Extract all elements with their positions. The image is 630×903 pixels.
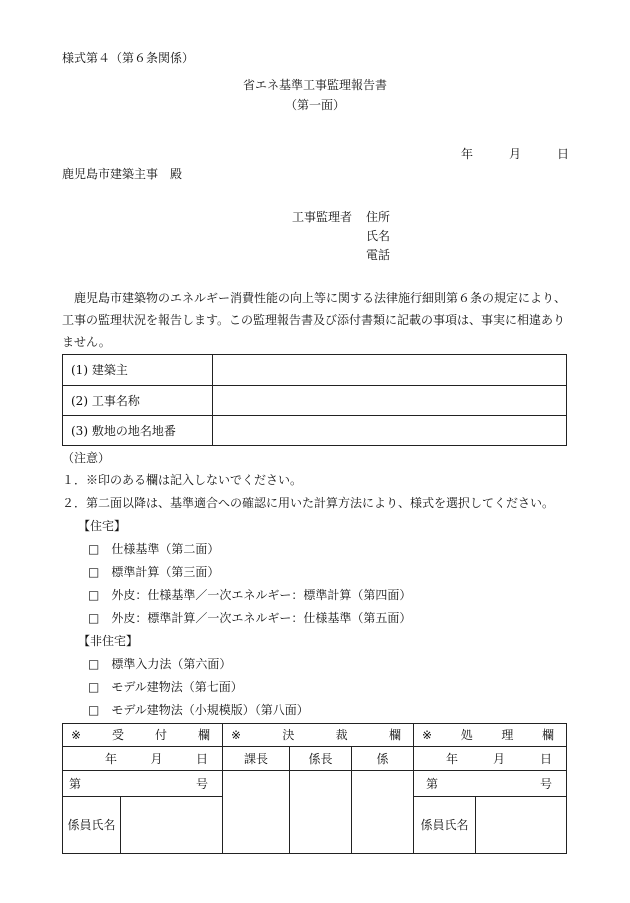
info-row — [63, 386, 567, 416]
supervisor-name-label: 氏名 — [366, 229, 391, 243]
supervisor-phone-label: 電話 — [366, 248, 391, 262]
info-row — [63, 416, 567, 446]
note-1: １．※印のある欄は記入しないでください。 — [62, 473, 303, 487]
processing-staff-name-cell — [476, 797, 567, 854]
section-chief-stamp-cell — [223, 771, 290, 854]
reception-number: 第 号 — [63, 771, 223, 797]
office-use-table — [62, 723, 567, 854]
staff-chief-header: 係長 — [290, 747, 352, 771]
supervisor-address-label: 住所 — [366, 210, 391, 224]
reception-date: 年 月 日 — [63, 747, 223, 771]
document-title: 省エネ基準工事監理報告書 — [242, 78, 387, 92]
processing-header: ※ 処 理 欄 — [414, 724, 567, 747]
residential-option-1[interactable]: □ 仕様基準（第二面） — [88, 542, 220, 556]
non-residential-heading: 【非住宅】 — [78, 634, 139, 648]
residential-option-2[interactable]: □ 標準計算（第三面） — [88, 565, 220, 579]
non-residential-option-1[interactable]: □ 標準入力法（第六面） — [88, 657, 232, 671]
staff-chief-stamp-cell — [290, 771, 352, 854]
section-chief-header: 課長 — [223, 747, 290, 771]
body-line-1: 鹿児島市建築物のエネルギー消費性能の向上等に関する法律施行細則第６条の規定により、 — [74, 291, 567, 305]
body-line-2: 工事の監理状況を報告します。この監理報告書及び添付書類に記載の事項は、事実に相違あり — [62, 313, 566, 327]
decision-header: ※ 決 裁 欄 — [223, 724, 414, 747]
processing-staff-name-label: 係員氏名 — [414, 797, 476, 854]
date-month: 月 — [509, 147, 522, 161]
info-label: (1) 建築主 — [63, 355, 213, 386]
page-label: （第一面） — [284, 98, 345, 112]
residential-option-3[interactable]: □ 外皮：仕様基準／一次エネルギー：標準計算（第四面） — [88, 588, 412, 602]
info-label: (3) 敷地の地名地番 — [63, 416, 213, 446]
residential-option-4[interactable]: □ 外皮：標準計算／一次エネルギー：仕様基準（第五面） — [88, 611, 412, 625]
note-2: ２．第二面以降は、基準適合への確認に用いた計算方法により、様式を選択してください。 — [62, 496, 555, 510]
date-day: 日 — [557, 147, 570, 161]
non-residential-option-2[interactable]: □ モデル建物法（第七面） — [88, 680, 243, 694]
body-line-3: ません。 — [62, 335, 111, 349]
info-label: (2) 工事名称 — [63, 386, 213, 416]
date-year: 年 — [461, 147, 474, 161]
residential-heading: 【住宅】 — [78, 519, 127, 533]
staff-stamp-cell — [352, 771, 414, 854]
reception-header: ※ 受 付 欄 — [63, 724, 223, 747]
reception-staff-name-label: 係員氏名 — [63, 797, 121, 854]
supervisor-label: 工事監理者 — [292, 210, 353, 224]
staff-header: 係 — [352, 747, 414, 771]
form-number: 様式第４（第６条関係） — [62, 51, 195, 65]
owner-input-cell[interactable] — [213, 355, 567, 386]
info-row — [63, 355, 567, 386]
processing-date: 年 月 日 — [414, 747, 567, 771]
site-address-input-cell[interactable] — [213, 416, 567, 446]
addressee: 鹿児島市建築主事 殿 — [62, 167, 183, 181]
processing-number: 第 号 — [414, 771, 567, 797]
non-residential-option-3[interactable]: □ モデル建物法（小規模版）（第八面） — [88, 703, 309, 717]
notes-heading: （注意） — [62, 451, 111, 465]
info-table — [62, 354, 567, 446]
reception-staff-name-cell — [121, 797, 223, 854]
project-name-input-cell[interactable] — [213, 386, 567, 416]
